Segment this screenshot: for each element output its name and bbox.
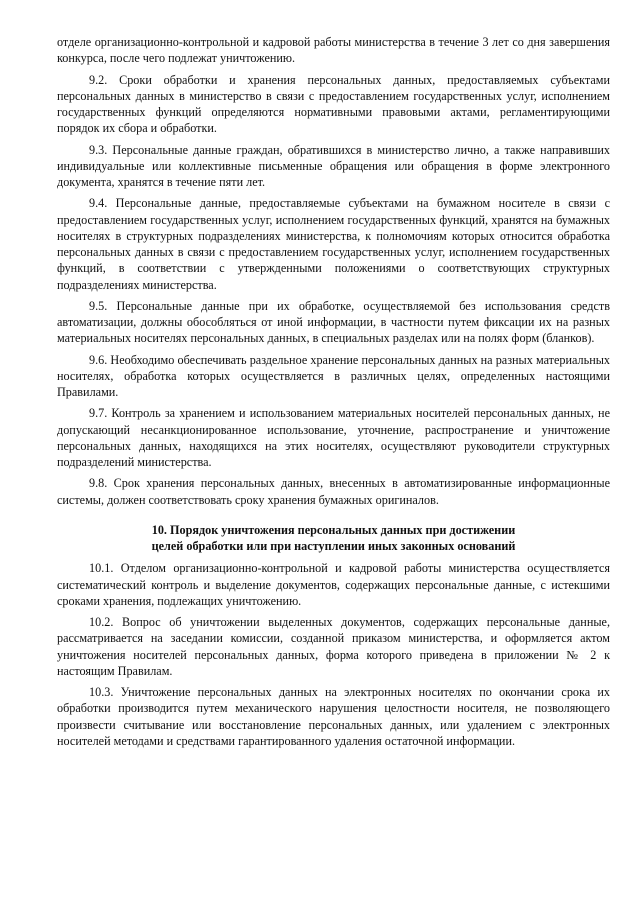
- paragraph-10-1: 10.1. Отделом организационно-контрольной и кадровой работы министерства осуществляется систематический контроль и выделение документов, содержащих персональные данные, с истекшими сроками хранения, подлежащих уничтожению.: [57, 561, 610, 608]
- section-heading-line-1: 10. Порядок уничтожения персональных данных при достижении: [151, 522, 516, 537]
- paragraph-9-4: 9.4. Персональные данные, предоставляемые субъектами на бумажном носителе в связи с предоставлением государственных услуг, исполнением государственных функций, хранятся на бумажных носителях в структурных подразделениях министерства, к полномочиям которых относится обработка персональных данных в связи с предоставлением государственных услуг, исполнением государственных функций, в соответствии с утвержденными положениями о соответствующих структурных подразделениях министерства.: [57, 196, 610, 292]
- section-heading-line-2: целей обработки или при наступлении иных законных оснований: [151, 539, 516, 553]
- paragraph-10-3: 10.3. Уничтожение персональных данных на электронных носителях по окончании срока их обработки производится путем механического нарушения целостности носителя, не позволяющего произвести считывание или восстановление персональных данных, или удалением с электронных носителей методами и средствами гарантированного удаления остаточной информации.: [57, 685, 610, 748]
- paragraph-9-2: 9.2. Сроки обработки и хранения персональных данных, предоставляемых субъектами персональных данных в министерство в связи с предоставлением государственных услуг, исполнением государственных функций определяются нормативными правовыми актами, регламентирующими порядок их сбора и обработки.: [57, 72, 610, 136]
- paragraph-9-7: 9.7. Контроль за хранением и использованием материальных носителей персональных данных, не допускающий несанкционированное использование, уточнение, распространение и уничтожение персональных данных, находящихся на этих носителях, осуществляют руководители структурных подразделений министерства.: [57, 406, 610, 469]
- paragraph-continuation: отделе организационно-контрольной и кадровой работы министерства в течение 3 лет со дня завершения конкурса, после чего подлежат уничтожению.: [57, 35, 610, 66]
- paragraph-9-3: 9.3. Персональные данные граждан, обратившихся в министерство лично, а также направивших индивидуальные или коллективные письменные обращения или обращения в форме электронного документа, хранятся в течение пяти лет.: [57, 142, 610, 189]
- section-heading: [57, 522, 610, 555]
- paragraph-9-6: 9.6. Необходимо обеспечивать раздельное хранение персональных данных на разных материальных носителях, обработка которых осуществляется в различных целях, определенных настоящими Правилами.: [57, 352, 610, 399]
- paragraph-10-2: 10.2. Вопрос об уничтожении выделенных документов, содержащих персональные данные, рассматривается на заседании комиссии, созданной приказом министерства, и оформляется актом уничтожения носителей персональных данных, форма которого приведена в приложении № 2 к настоящим Правилам.: [57, 615, 610, 678]
- document-page: [57, 34, 610, 749]
- paragraph-9-5: 9.5. Персональные данные при их обработке, осуществляемой без использования средств автоматизации, должны обособляться от иной информации, в частности путем фиксации их на разных материальных носителях персональных данных, в специальных разделах или на полях форм (бланков).: [57, 298, 610, 346]
- paragraph-9-8: 9.8. Срок хранения персональных данных, внесенных в автоматизированные информационные системы, должен соответствовать сроку хранения бумажных оригиналов.: [57, 476, 610, 507]
